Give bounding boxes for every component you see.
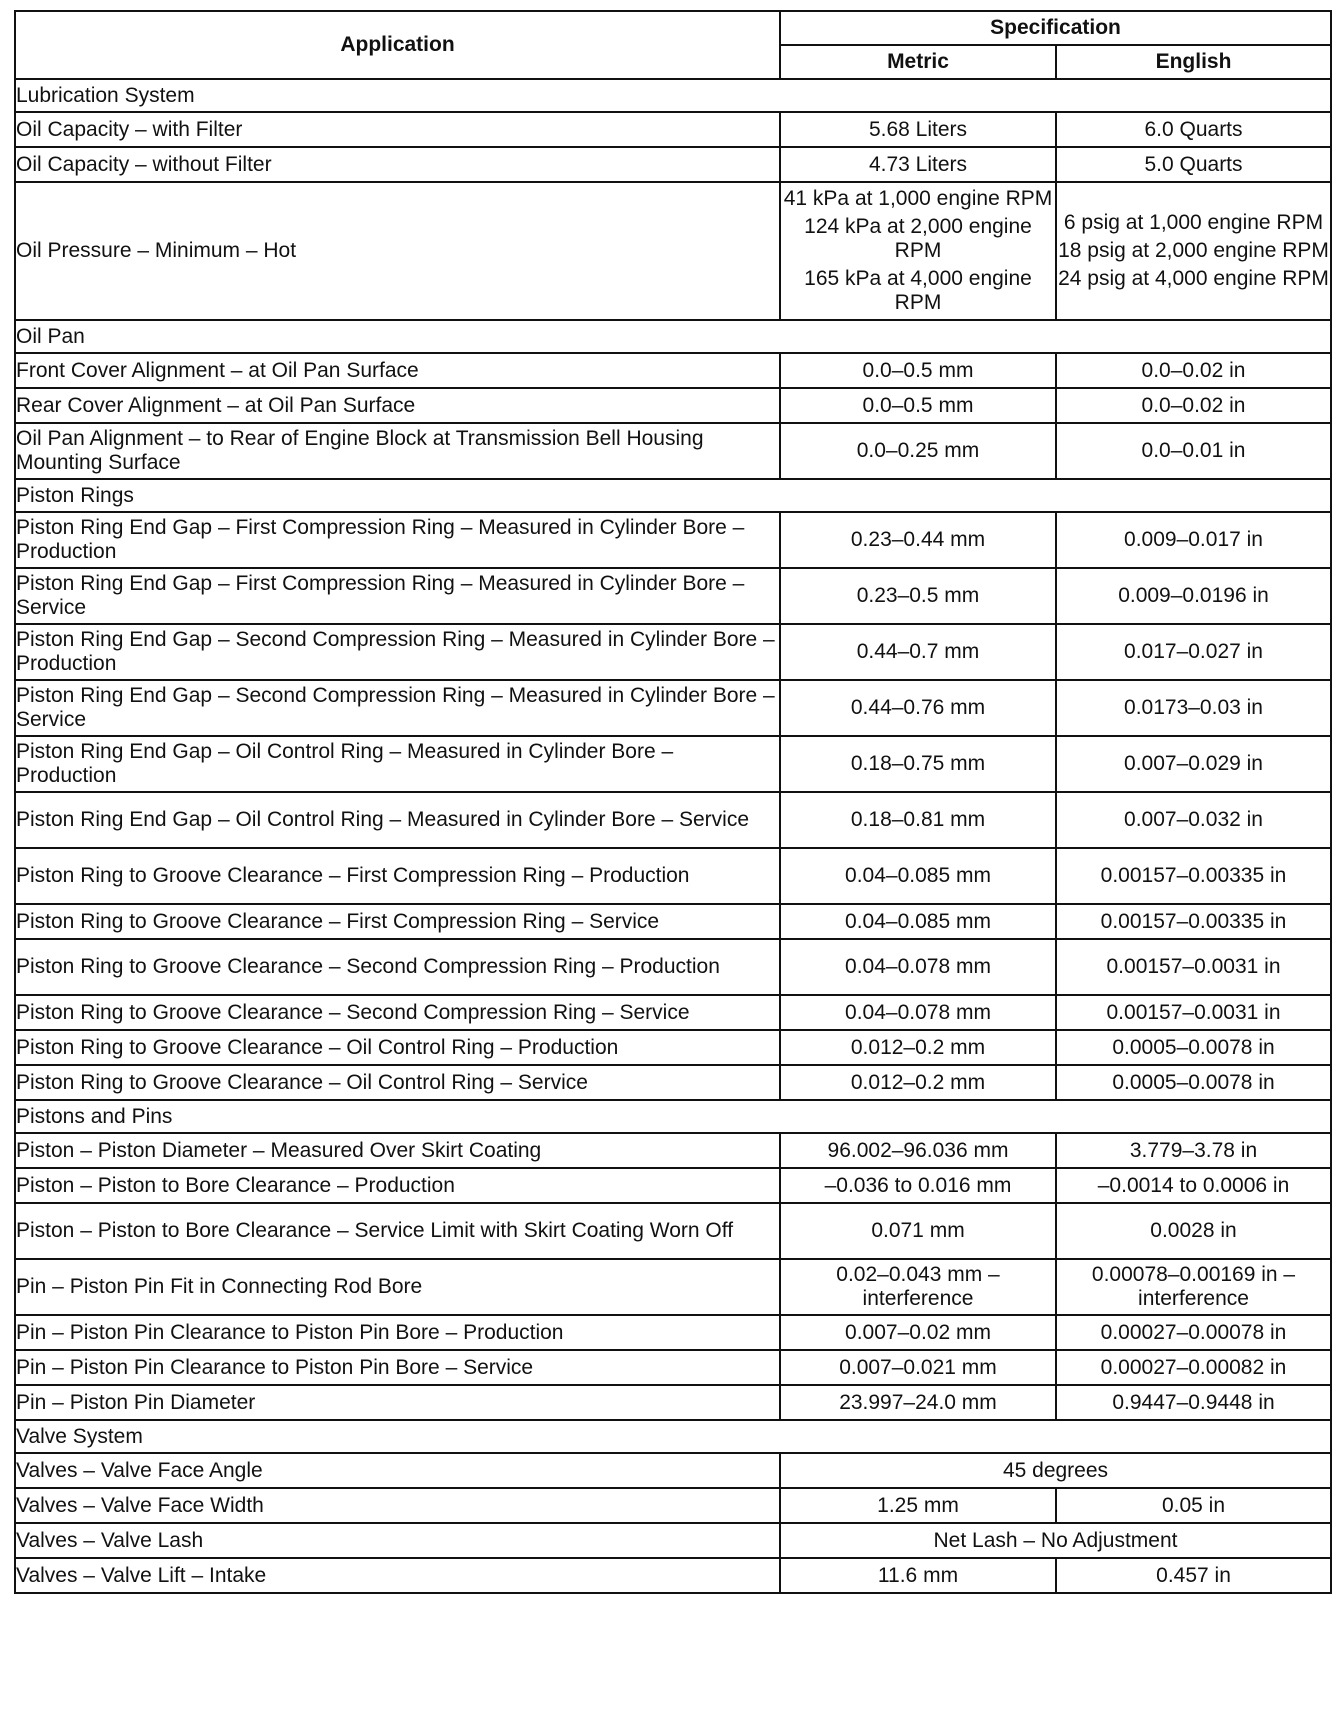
table-row (15, 904, 1331, 939)
table-row (15, 1259, 1331, 1315)
metric-value-cell: 0.04–0.085 mm (780, 848, 1056, 904)
english-value-cell (1056, 182, 1331, 320)
metric-value-cell: 0.0–0.5 mm (780, 353, 1056, 388)
metric-column-header: Metric (780, 45, 1056, 79)
metric-pressure-line: 41 kPa at 1,000 engine RPM (783, 187, 1053, 210)
english-value-cell: 0.00157–0.00335 in (1056, 848, 1331, 904)
table-body (15, 79, 1331, 1593)
section-title: Lubrication System (15, 79, 1331, 112)
english-value-cell: 0.007–0.029 in (1056, 736, 1331, 792)
english-pressure-line: 18 psig at 2,000 engine RPM (1058, 239, 1329, 262)
table-row (15, 353, 1331, 388)
metric-value-cell: 0.18–0.81 mm (780, 792, 1056, 848)
application-cell: Valves – Valve Face Angle (15, 1453, 780, 1488)
english-value-cell: 0.00157–0.0031 in (1056, 995, 1331, 1030)
application-cell: Piston Ring to Groove Clearance – Oil Control Ring – Production (15, 1030, 780, 1065)
english-column-header: English (1056, 45, 1331, 79)
section-row (15, 479, 1331, 512)
table-row (15, 1558, 1331, 1593)
table-row (15, 1385, 1331, 1420)
english-value-cell: 3.779–3.78 in (1056, 1133, 1331, 1168)
table-row (15, 1168, 1331, 1203)
english-value-cell: –0.0014 to 0.0006 in (1056, 1168, 1331, 1203)
table-row (15, 792, 1331, 848)
metric-value-cell: 23.997–24.0 mm (780, 1385, 1056, 1420)
metric-value-cell: 0.012–0.2 mm (780, 1030, 1056, 1065)
table-row (15, 1453, 1331, 1488)
english-value-cell: 0.0–0.02 in (1056, 388, 1331, 423)
english-value-cell: 0.0005–0.0078 in (1056, 1030, 1331, 1065)
english-value-cell: 0.457 in (1056, 1558, 1331, 1593)
application-cell: Pin – Piston Pin Diameter (15, 1385, 780, 1420)
section-row (15, 320, 1331, 353)
metric-value-cell: 1.25 mm (780, 1488, 1056, 1523)
english-value-cell: 0.0005–0.0078 in (1056, 1065, 1331, 1100)
english-value-cell: 6.0 Quarts (1056, 112, 1331, 147)
metric-value-cell: 11.6 mm (780, 1558, 1056, 1593)
spec-page (14, 10, 1330, 1594)
table-row (15, 736, 1331, 792)
metric-value-cell: 4.73 Liters (780, 147, 1056, 182)
section-title: Pistons and Pins (15, 1100, 1331, 1133)
english-value-cell: 0.0–0.02 in (1056, 353, 1331, 388)
application-cell: Piston Ring End Gap – Second Compression Ring – Measured in Cylinder Bore – Production (15, 624, 780, 680)
english-value-cell: 0.00157–0.00335 in (1056, 904, 1331, 939)
table-row (15, 624, 1331, 680)
application-cell: Piston Ring End Gap – Second Compression Ring – Measured in Cylinder Bore – Service (15, 680, 780, 736)
metric-value-cell: 0.18–0.75 mm (780, 736, 1056, 792)
table-header (15, 11, 1331, 79)
specification-column-header: Specification (780, 11, 1331, 45)
metric-value-cell: –0.036 to 0.016 mm (780, 1168, 1056, 1203)
metric-value-cell: 0.02–0.043 mm – interference (780, 1259, 1056, 1315)
english-value-cell: 0.00078–0.00169 in – interference (1056, 1259, 1331, 1315)
application-cell: Oil Pan Alignment – to Rear of Engine Block at Transmission Bell Housing Mounting Surface (15, 423, 780, 479)
application-cell: Oil Pressure – Minimum – Hot (15, 182, 780, 320)
application-cell: Pin – Piston Pin Clearance to Piston Pin Bore – Service (15, 1350, 780, 1385)
metric-value-cell: 0.0–0.5 mm (780, 388, 1056, 423)
application-cell: Pin – Piston Pin Fit in Connecting Rod Bore (15, 1259, 780, 1315)
table-row (15, 1350, 1331, 1385)
table-row (15, 568, 1331, 624)
section-title: Oil Pan (15, 320, 1331, 353)
english-value-cell: 0.9447–0.9448 in (1056, 1385, 1331, 1420)
section-title: Valve System (15, 1420, 1331, 1453)
table-row (15, 848, 1331, 904)
combined-value-cell: 45 degrees (780, 1453, 1331, 1488)
section-title: Piston Rings (15, 479, 1331, 512)
english-value-cell: 0.05 in (1056, 1488, 1331, 1523)
application-cell: Piston Ring to Groove Clearance – Second Compression Ring – Production (15, 939, 780, 995)
application-cell: Piston Ring to Groove Clearance – First Compression Ring – Service (15, 904, 780, 939)
english-value-cell: 5.0 Quarts (1056, 147, 1331, 182)
application-cell: Piston – Piston to Bore Clearance – Service Limit with Skirt Coating Worn Off (15, 1203, 780, 1259)
metric-value-cell: 0.012–0.2 mm (780, 1065, 1056, 1100)
english-value-cell: 0.00157–0.0031 in (1056, 939, 1331, 995)
application-cell: Valves – Valve Face Width (15, 1488, 780, 1523)
table-row (15, 1523, 1331, 1558)
metric-value-cell: 5.68 Liters (780, 112, 1056, 147)
metric-value-cell (780, 182, 1056, 320)
table-row (15, 423, 1331, 479)
application-cell: Piston Ring End Gap – Oil Control Ring – Measured in Cylinder Bore – Service (15, 792, 780, 848)
table-row (15, 939, 1331, 995)
metric-value-cell: 0.007–0.02 mm (780, 1315, 1056, 1350)
application-cell: Piston Ring to Groove Clearance – First Compression Ring – Production (15, 848, 780, 904)
table-row (15, 680, 1331, 736)
english-value-cell: 0.017–0.027 in (1056, 624, 1331, 680)
metric-pressure-line: 124 kPa at 2,000 engine RPM (804, 215, 1032, 262)
application-cell: Oil Capacity – with Filter (15, 112, 780, 147)
application-cell: Piston – Piston to Bore Clearance – Production (15, 1168, 780, 1203)
english-value-cell: 0.0028 in (1056, 1203, 1331, 1259)
table-row (15, 388, 1331, 423)
table-row (15, 112, 1331, 147)
section-row (15, 1100, 1331, 1133)
section-row (15, 1420, 1331, 1453)
table-row (15, 1065, 1331, 1100)
metric-pressure-line: 165 kPa at 4,000 engine RPM (804, 267, 1032, 314)
metric-value-cell: 96.002–96.036 mm (780, 1133, 1056, 1168)
application-column-header: Application (15, 11, 780, 79)
metric-value-cell: 0.007–0.021 mm (780, 1350, 1056, 1385)
metric-value-cell: 0.23–0.44 mm (780, 512, 1056, 568)
application-cell: Piston – Piston Diameter – Measured Over Skirt Coating (15, 1133, 780, 1168)
application-cell: Piston Ring End Gap – First Compression Ring – Measured in Cylinder Bore – Production (15, 512, 780, 568)
metric-value-cell: 0.0–0.25 mm (780, 423, 1056, 479)
specification-table (14, 10, 1332, 1594)
table-row (15, 995, 1331, 1030)
application-cell: Front Cover Alignment – at Oil Pan Surface (15, 353, 780, 388)
table-row (15, 1488, 1331, 1523)
english-value-cell: 0.007–0.032 in (1056, 792, 1331, 848)
application-cell: Pin – Piston Pin Clearance to Piston Pin Bore – Production (15, 1315, 780, 1350)
table-row (15, 512, 1331, 568)
application-cell: Piston Ring to Groove Clearance – Oil Control Ring – Service (15, 1065, 780, 1100)
combined-value-cell: Net Lash – No Adjustment (780, 1523, 1331, 1558)
application-cell: Valves – Valve Lash (15, 1523, 780, 1558)
english-value-cell: 0.009–0.017 in (1056, 512, 1331, 568)
english-value-cell: 0.00027–0.00082 in (1056, 1350, 1331, 1385)
application-cell: Oil Capacity – without Filter (15, 147, 780, 182)
application-cell: Rear Cover Alignment – at Oil Pan Surface (15, 388, 780, 423)
application-cell: Piston Ring to Groove Clearance – Second Compression Ring – Service (15, 995, 780, 1030)
table-row (15, 147, 1331, 182)
application-cell: Piston Ring End Gap – Oil Control Ring – Measured in Cylinder Bore – Production (15, 736, 780, 792)
metric-value-cell: 0.44–0.7 mm (780, 624, 1056, 680)
metric-value-cell: 0.04–0.078 mm (780, 995, 1056, 1030)
table-row (15, 1030, 1331, 1065)
english-value-cell: 0.009–0.0196 in (1056, 568, 1331, 624)
metric-value-cell: 0.23–0.5 mm (780, 568, 1056, 624)
section-row (15, 79, 1331, 112)
english-pressure-line: 6 psig at 1,000 engine RPM (1063, 211, 1324, 234)
table-row (15, 1203, 1331, 1259)
table-row (15, 182, 1331, 320)
english-value-cell: 0.00027–0.00078 in (1056, 1315, 1331, 1350)
metric-value-cell: 0.071 mm (780, 1203, 1056, 1259)
application-cell: Piston Ring End Gap – First Compression Ring – Measured in Cylinder Bore – Service (15, 568, 780, 624)
metric-value-cell: 0.04–0.085 mm (780, 904, 1056, 939)
english-value-cell: 0.0173–0.03 in (1056, 680, 1331, 736)
metric-value-cell: 0.04–0.078 mm (780, 939, 1056, 995)
table-row (15, 1133, 1331, 1168)
english-pressure-line: 24 psig at 4,000 engine RPM (1058, 267, 1329, 290)
application-cell: Valves – Valve Lift – Intake (15, 1558, 780, 1593)
table-row (15, 1315, 1331, 1350)
metric-value-cell: 0.44–0.76 mm (780, 680, 1056, 736)
english-value-cell: 0.0–0.01 in (1056, 423, 1331, 479)
